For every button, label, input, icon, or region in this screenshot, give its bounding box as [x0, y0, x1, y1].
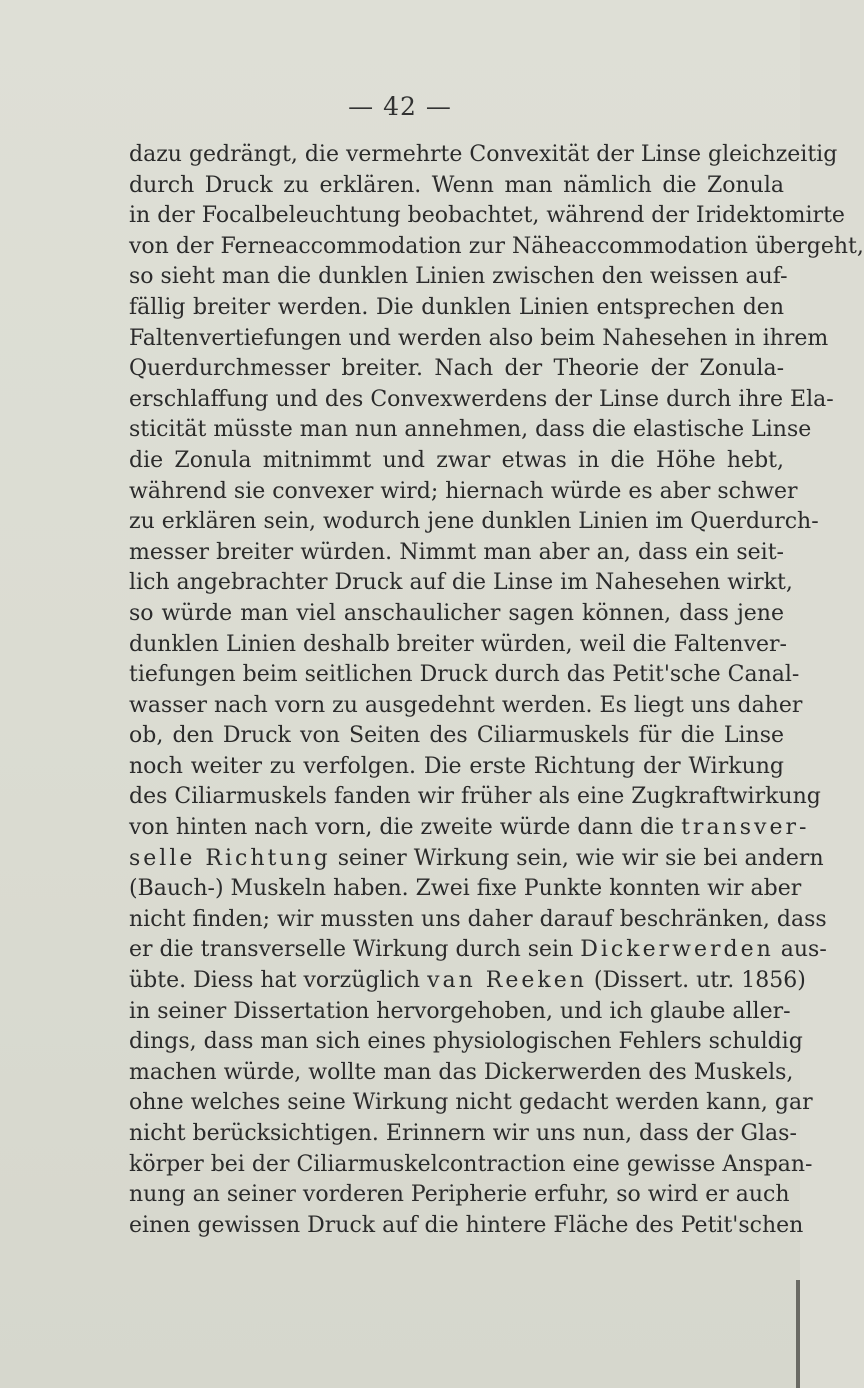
body-text [129, 140, 864, 1241]
text-line: die Zonula mitnimmt und zwar etwas in die Höhe hebt, [129, 447, 784, 473]
spaced-emphasis: van Reeken [427, 968, 587, 994]
text-segment: übte. Diess hat vorzüglich [129, 968, 428, 994]
text-line: lich angebrachter Druck auf die Linse im Nahesehen wirkt, [129, 570, 793, 596]
spaced-emphasis: Dickerwerden [580, 937, 774, 963]
text-line: machen würde, wollte man das Dickerwerden des Muskels, [129, 1059, 794, 1085]
text-line: messer breiter würden. Nimmt man aber an, dass ein seit- [129, 539, 784, 565]
text-line: Querdurchmesser breiter. Nach der Theorie der Zonula- [129, 356, 784, 382]
text-line: wasser nach vorn zu ausgedehnt werden. Es liegt uns daher [129, 692, 803, 718]
text-line: ob, den Druck von Seiten des Ciliarmuskels für die Linse [129, 723, 784, 749]
text-line: nung an seiner vorderen Peripherie erfuhr, so wird er auch [129, 1182, 790, 1208]
text-line: dazu gedrängt, die vermehrte Convexität der Linse gleichzeitig [129, 142, 838, 167]
text-segment: aus- [773, 937, 827, 963]
spaced-emphasis: selle Richtung [129, 845, 331, 871]
text-line: Faltenvertiefungen und werden also beim Nahesehen in ihrem [129, 325, 829, 351]
text-line: einen gewissen Druck auf die hintere Fläche des Petit'schen [129, 1212, 804, 1238]
text-line: so sieht man die dunklen Linien zwischen den weissen auf- [129, 264, 788, 290]
text-line: erschlaffung und des Convexwerdens der Linse durch ihre Ela- [129, 386, 834, 412]
text-line: in der Focalbeleuchtung beobachtet, während der Iridektomirte [129, 203, 845, 229]
text-segment: von hinten nach vorn, die zweite würde dann die [129, 815, 682, 841]
text-line: durch Druck zu erklären. Wenn man nämlich die Zonula [129, 172, 784, 198]
text-line: ohne welches seine Wirkung nicht gedacht werden kann, gar [129, 1090, 813, 1116]
text-line: (Bauch-) Muskeln haben. Zwei fixe Punkte konnten wir aber [129, 876, 802, 902]
text-line [129, 935, 827, 966]
text-line: noch weiter zu verfolgen. Die erste Richtung der Wirkung [129, 753, 784, 779]
text-line: in seiner Dissertation hervorgehoben, und ich glaube aller- [129, 998, 791, 1024]
text-line: sticität müsste man nun annehmen, dass die elastische Linse [129, 417, 812, 443]
spaced-emphasis: transver- [681, 815, 810, 841]
text-line: nicht finden; wir mussten uns daher darauf beschränken, dass [129, 906, 827, 932]
text-line: von der Ferneaccommodation zur Näheaccommodation übergeht, [129, 233, 864, 259]
text-segment: seiner Wirkung sein, wie wir sie bei andern [330, 845, 824, 871]
text-line [129, 966, 806, 997]
text-line [129, 813, 810, 844]
text-line: körper bei der Ciliarmuskelcontraction eine gewisse Anspan- [129, 1151, 813, 1177]
text-line [129, 844, 824, 875]
text-line: fällig breiter werden. Die dunklen Linien entsprechen den [129, 294, 784, 320]
text-line: des Ciliarmuskels fanden wir früher als eine Zugkraftwirkung [129, 784, 821, 810]
text-segment: er die transverselle Wirkung durch sein [129, 937, 581, 963]
text-line: dings, dass man sich eines physiologischen Fehlers schuldig [129, 1029, 803, 1055]
page-number: — 42 — [348, 92, 452, 121]
text-line: während sie convexer wird; hiernach würde es aber schwer [129, 478, 798, 504]
text-line: dunklen Linien deshalb breiter würden, weil die Faltenver- [129, 631, 787, 657]
page-edge-shadow [796, 1280, 800, 1388]
text-line: tiefungen beim seitlichen Druck durch das Petit'sche Canal- [129, 662, 800, 688]
text-line: zu erklären sein, wodurch jene dunklen Linien im Querdurch- [129, 509, 819, 535]
text-segment: (Dissert. utr. 1856) [586, 968, 806, 994]
text-line: so würde man viel anschaulicher sagen können, dass jene [129, 600, 784, 626]
text-line: nicht berücksichtigen. Erinnern wir uns nun, dass der Glas- [129, 1121, 797, 1146]
